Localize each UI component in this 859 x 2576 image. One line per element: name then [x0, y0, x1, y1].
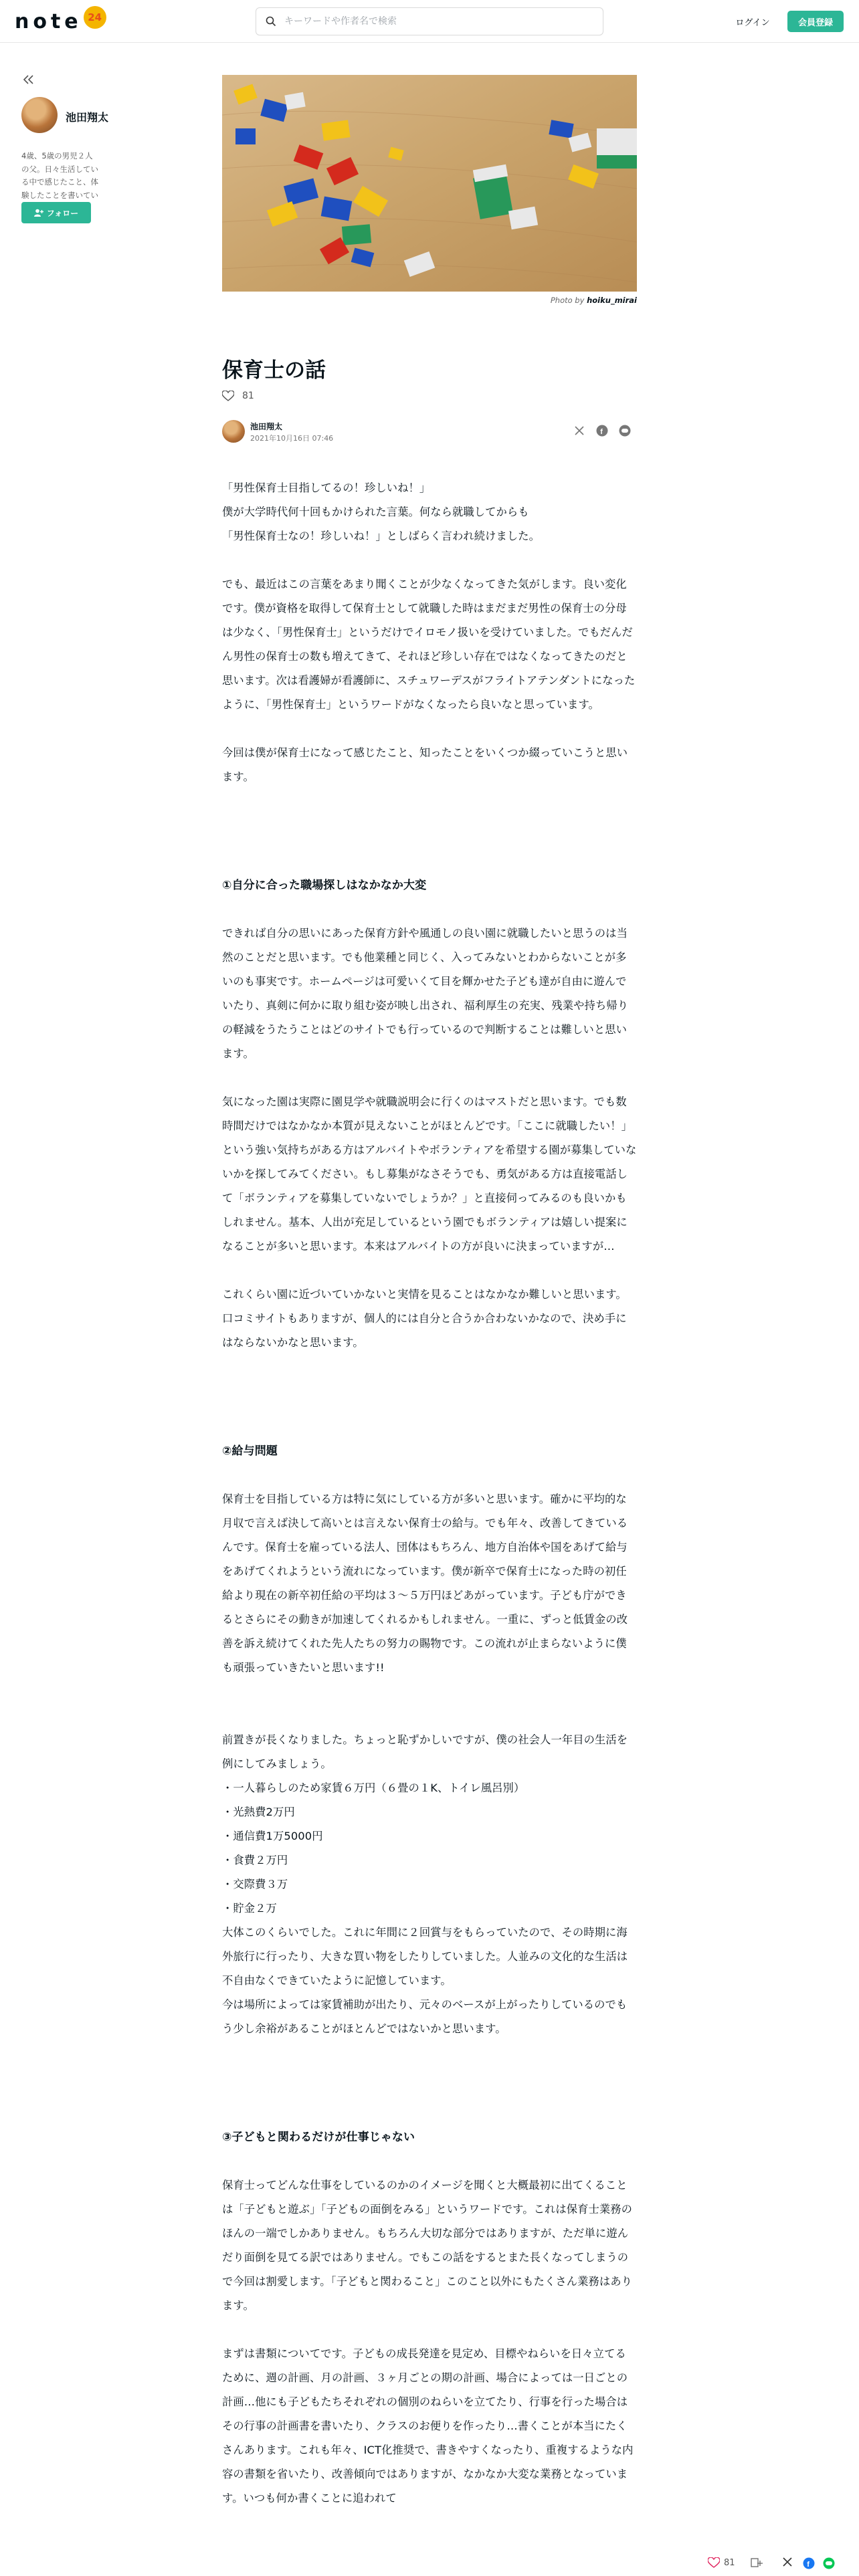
paragraph: 今は場所によっては家賃補助が出たり、元々のベースが上がったりしているのでもう少し余裕があることがほとんどではないかと思います。 [222, 1998, 628, 2035]
publish-date: 2021年10月16日 07:46 [250, 434, 334, 443]
paragraph: 大体このくらいでした。これに年間に２回賞与をもらっていたので、その時期に海外旅行に行ったり、大きな買い物をしたりしていました。人並みの文化的な生活は不自由なくできていたように記憶しています。 [222, 1926, 628, 1987]
paragraph: 「男性保育士目指してるの！珍しいね！」 [222, 481, 431, 494]
photo-credit [222, 296, 637, 305]
paragraph: まずは書類についてです。子どもの成長発達を見定め、目標やねらいを日々立てるために、週の計画、月の計画、３ヶ月ごとの期の計画、場合によっては一日ごとの計画…他にも子どもたちそれぞれの個別のねらいを立てたり、行事を行った場合はその行事の計画書を書いたり、クラスのお便りを作ったり…書くことが本当にたくさんあります。これも年々、ICT化推奨で、書きやすくなったり、重複するような内容の書類を省いたり、改善傾向ではありますが、なかなか大変な業務となっています。いつも何か書くことに追われて [222, 2347, 634, 2504]
paragraph: 保育士を目指している方は特に気にしている方が多いと思います。確かに平均的な月収で言えば決して高いとは言えない保育士の給与。でも年々、改善してきているんです。保育士を雇っている法人、団体はもちろん、地方自治体や国をあげて給与をあげてくれようという流れになっています。僕が新卒で保育士になった時の初任給より現在の新卒初任給の平均は３〜５万円ほどあがっています。子ども庁ができるとさらにその動きが加速してくれるかもしれません。一重に、ずっと低賃金の改善を訴え続けてくれた先人たちの努力の賜物です。この流れが止まらないように僕も頑張っていきたいと思います!! [222, 1493, 628, 1674]
list-item: ・光熱費2万円 [222, 1806, 295, 1818]
author-name[interactable]: 池田翔太 [250, 422, 283, 431]
x-icon [783, 2557, 792, 2567]
author-avatar[interactable] [21, 97, 58, 133]
section-heading: ②給与問題 [222, 1444, 278, 1458]
add-user-icon [34, 209, 43, 217]
bottom-like-count: 81 [724, 2557, 735, 2568]
share-buttons [573, 424, 632, 437]
article-title: 保育士の話 [222, 358, 326, 383]
photo-credit-link[interactable]: hoiku_mirai [587, 296, 637, 305]
bottom-action-bar [0, 2553, 859, 2576]
paragraph: 保育士ってどんな仕事をしているのかのイメージを聞くと大概最初に出てくることは「子どもと遊ぶ」「子どもの面倒をみる」というワードです。これは保育士業務のほんの一端でしかありません。もちろん大切な部分ではありますが、ただ単に遊んだり面倒を見てる訳ではありません。でもこの話をするとまた長くなってしまうので今回は割愛します。「子どもと関わること」このこと以外にもたくさん業務はあります。 [222, 2179, 633, 2312]
register-button[interactable]: 会員登録 [787, 11, 844, 32]
facebook-icon [803, 2557, 815, 2569]
magazine-add-button[interactable] [751, 2557, 763, 2568]
sidebar-author-name[interactable]: 池田翔太 [66, 111, 109, 124]
section-heading: ①自分に合った職場探しはなかなか大変 [222, 879, 427, 892]
heart-icon [708, 2557, 720, 2568]
paragraph: でも、最近はこの言葉をあまり聞くことが少なくなってきた気がします。良い変化です。僕が資格を取得して保育士として就職した時はまだまだ男性の保育士の分母は少なく、「男性保育士」というだけでイロモノ扱いを受けていました。でもだんだん男性の保育士の数も増えてきて、それほど珍しい存在ではなくなってきたのだと思います。次は看護婦が看護師に、スチュワーデスがフライトアテンダントになったように、「男性保育士」というワードがなくなったら良いなと思っています。 [222, 578, 636, 711]
paragraph: 前置きが長くなりました。ちょっと恥ずかしいですが、僕の社会人一年目の生活を例にしてみましょう。 [222, 1733, 628, 1770]
bottom-facebook-share[interactable] [803, 2557, 815, 2569]
follow-button[interactable] [21, 202, 91, 223]
list-item: ・食費２万円 [222, 1854, 288, 1866]
list-item: ・通信費1万5000円 [222, 1830, 323, 1842]
search-box[interactable] [256, 7, 603, 35]
like-row[interactable] [222, 391, 254, 401]
search-icon [266, 16, 276, 27]
logo-text: note [15, 9, 82, 33]
paragraph: 僕が大学時代何十回もかけられた言葉。何なら就職してからも [222, 506, 529, 518]
follow-label: フォロー [46, 208, 79, 218]
login-link[interactable]: ログイン [735, 17, 770, 28]
paragraph: 今回は僕が保育士になって感じたこと、知ったことをいくつか綴っていこうと思います。 [222, 746, 628, 783]
line-share-icon[interactable] [618, 424, 632, 437]
site-header [0, 0, 859, 43]
x-share-icon[interactable] [573, 424, 586, 437]
list-item: ・交際費３万 [222, 1878, 288, 1891]
author-bio: 4歳、5歳の男児２人の父。日々生活している中で感じたこと、体験したことを書いてい [21, 151, 98, 200]
collapse-sidebar-icon[interactable] [21, 72, 36, 87]
list-item: ・貯金２万 [222, 1902, 277, 1915]
svg-text:f: f [807, 2561, 809, 2569]
article-body [222, 476, 637, 2510]
author-avatar-small[interactable] [222, 420, 245, 443]
paragraph: 「男性保育士なの！珍しいね！」としばらく言われ続けました。 [222, 530, 541, 542]
photo-credit-prefix: Photo by [550, 296, 587, 305]
svg-text:f: f [600, 428, 603, 436]
facebook-share-icon[interactable] [595, 424, 609, 437]
hero-image [222, 75, 637, 292]
like-count: 81 [242, 391, 254, 401]
magazine-icon [751, 2557, 763, 2568]
bottom-line-share[interactable] [823, 2557, 835, 2569]
bottom-x-share[interactable] [783, 2557, 792, 2567]
paragraph: できれば自分の思いにあった保育方針や風通しの良い園に就職したいと思うのは当然のことだと思います。でも他業種と同じく、入ってみないとわからないことが多いのも事実です。ホームページは可愛いくて目を輝かせた子ども達が自由に遊んでいたり、真剣に何かに取り組む姿が映し出され、福利厚生の充実、残業や持ち帰りの軽減をうたうことはどのサイトでも行っているので判断することは難しいと思います。 [222, 927, 629, 1060]
search-input[interactable] [284, 16, 592, 27]
author-row [222, 419, 637, 445]
section-heading: ③子どもと関わるだけが仕事じゃない [222, 2131, 415, 2144]
paragraph: これくらい園に近づいていかないと実情を見ることはなかなか難しいと思います。口コミサイトもありますが、個人的には自分と合うか合わないかなので、決め手にはならないかなと思います。 [222, 1288, 627, 1349]
bottom-like-button[interactable] [708, 2557, 735, 2568]
logo-badge: 24 [84, 6, 106, 29]
heart-icon[interactable] [222, 391, 234, 401]
note-logo[interactable] [15, 9, 106, 33]
line-icon [823, 2557, 835, 2569]
paragraph: 気になった園は実際に園見学や就職説明会に行くのはマストだと思います。でも数時間だけではなかなか本質が見えないことがほとんどです。「ここに就職したい！」という強い気持ちがある方はアルバイトやボランティアを希望する園が募集していないかを探してみてください。もし募集がなさそうでも、勇気がある方は直接電話して「ボランティアを募集していないでしょうか？」と直接伺ってみるのも良いかもしれません。基本、人出が充足しているという園でもボランティアは嬉しい提案になることが多いと思います。本来はアルバイトの方が良いに決まっていますが… [222, 1095, 637, 1253]
list-item: ・一人暮らしのため家賃６万円（６畳の１K、トイレ風呂別） [222, 1782, 525, 1794]
